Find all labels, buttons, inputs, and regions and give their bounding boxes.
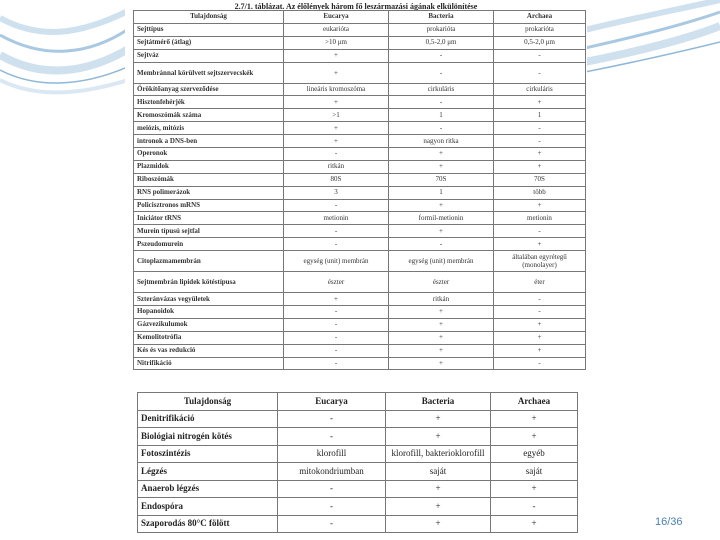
- bacteria-cell: cirkuláris: [389, 83, 494, 96]
- comparison-table-1: [133, 10, 586, 370]
- bacteria-cell: +: [386, 428, 491, 446]
- property-cell: Policisztronos mRNS: [134, 199, 284, 212]
- bacteria-cell: -: [389, 62, 494, 83]
- eucarya-cell: lineáris kromoszóma: [284, 83, 389, 96]
- archaea-cell: saját: [491, 463, 578, 481]
- table-row: [134, 344, 586, 357]
- header-archaea: Archaea: [494, 11, 586, 24]
- archaea-cell: metionin: [494, 212, 586, 225]
- table-row: [134, 357, 586, 370]
- table-row: [134, 160, 586, 173]
- table-row: [138, 428, 578, 446]
- bacteria-cell: formil-metionin: [389, 212, 494, 225]
- archaea-cell: 1: [494, 109, 586, 122]
- archaea-cell: +: [494, 238, 586, 251]
- comparison-table-2: [137, 392, 578, 533]
- bacteria-cell: +: [389, 199, 494, 212]
- property-cell: Szaporodás 80°C fölött: [138, 515, 278, 533]
- table-row: [134, 23, 586, 36]
- bacteria-cell: 0,5-2,0 μm: [389, 36, 494, 49]
- eucarya-cell: -: [284, 331, 389, 344]
- eucarya-cell: -: [284, 306, 389, 319]
- eucarya-cell: +: [284, 49, 389, 62]
- eucarya-cell: >10 μm: [284, 36, 389, 49]
- property-cell: Szteránvázas vegyületek: [134, 293, 284, 306]
- table-row: [134, 199, 586, 212]
- table-row: [134, 293, 586, 306]
- property-cell: Sejtváz: [134, 49, 284, 62]
- property-cell: Biológiai nitrogén kötés: [138, 428, 278, 446]
- eucarya-cell: +: [284, 293, 389, 306]
- property-cell: intronok a DNS-ben: [134, 135, 284, 148]
- bacteria-cell: +: [389, 160, 494, 173]
- eucarya-cell: +: [284, 135, 389, 148]
- table2-body: [138, 410, 578, 533]
- header-bacteria: Bacteria: [386, 393, 491, 411]
- property-cell: Iniciátor tRNS: [134, 212, 284, 225]
- eucarya-cell: észter: [284, 272, 389, 293]
- bacteria-cell: +: [389, 306, 494, 319]
- archaea-cell: +: [494, 199, 586, 212]
- archaea-cell: -: [494, 357, 586, 370]
- table-row: [134, 318, 586, 331]
- archaea-cell: -: [494, 49, 586, 62]
- property-cell: Denitrifikáció: [138, 410, 278, 428]
- eucarya-cell: -: [278, 410, 386, 428]
- table-row: [134, 36, 586, 49]
- table-row: [134, 186, 586, 199]
- bacteria-cell: prokarióta: [389, 23, 494, 36]
- eucarya-cell: -: [278, 498, 386, 516]
- archaea-cell: +: [494, 148, 586, 161]
- archaea-cell: 0,5-2,0 μm: [494, 36, 586, 49]
- table1-body: [134, 23, 586, 370]
- bacteria-cell: +: [389, 318, 494, 331]
- header-property: Tulajdonság: [134, 11, 284, 24]
- property-cell: meiózis, mitózis: [134, 122, 284, 135]
- bacteria-cell: saját: [386, 463, 491, 481]
- archaea-cell: egyéb: [491, 445, 578, 463]
- header-archaea: Archaea: [491, 393, 578, 411]
- eucarya-cell: +: [284, 96, 389, 109]
- table-row: [134, 212, 586, 225]
- bacteria-cell: nagyon ritka: [389, 135, 494, 148]
- header-bacteria: Bacteria: [389, 11, 494, 24]
- archaea-cell: -: [494, 293, 586, 306]
- property-cell: Sejtátmérő (átlag): [134, 36, 284, 49]
- archaea-cell: éter: [494, 272, 586, 293]
- archaea-cell: -: [491, 498, 578, 516]
- eucarya-cell: -: [278, 480, 386, 498]
- decorative-swoosh-right: [585, 0, 720, 120]
- table-row: [138, 515, 578, 533]
- table-row: [134, 272, 586, 293]
- table-row: [134, 306, 586, 319]
- bacteria-cell: klorofill, bakterioklorofill: [386, 445, 491, 463]
- property-cell: Örökítőanyag szerveződése: [134, 83, 284, 96]
- eucarya-cell: ritkán: [284, 160, 389, 173]
- property-cell: Kromoszómák száma: [134, 109, 284, 122]
- bacteria-cell: +: [389, 344, 494, 357]
- bacteria-cell: ritkán: [389, 293, 494, 306]
- table-row: [134, 331, 586, 344]
- header-eucarya: Eucarya: [278, 393, 386, 411]
- table-row: [138, 463, 578, 481]
- header-eucarya: Eucarya: [284, 11, 389, 24]
- table-row: [138, 410, 578, 428]
- eucarya-cell: -: [284, 357, 389, 370]
- property-cell: Légzés: [138, 463, 278, 481]
- table-row: [134, 62, 586, 83]
- eucarya-cell: -: [284, 225, 389, 238]
- eucarya-cell: -: [284, 318, 389, 331]
- archaea-cell: +: [494, 318, 586, 331]
- archaea-cell: prokarióta: [494, 23, 586, 36]
- eucarya-cell: -: [284, 148, 389, 161]
- table-row: [134, 49, 586, 62]
- property-cell: Kemolitotrófia: [134, 331, 284, 344]
- archaea-cell: +: [494, 160, 586, 173]
- property-cell: Anaerob légzés: [138, 480, 278, 498]
- archaea-cell: -: [494, 62, 586, 83]
- table-row: [134, 148, 586, 161]
- page-number: 16/36: [655, 516, 683, 528]
- property-cell: Riboszómák: [134, 173, 284, 186]
- bacteria-cell: -: [389, 49, 494, 62]
- eucarya-cell: eukarióta: [284, 23, 389, 36]
- bacteria-cell: -: [389, 96, 494, 109]
- property-cell: Pszeudomurein: [134, 238, 284, 251]
- bacteria-cell: +: [386, 480, 491, 498]
- table-row: [138, 498, 578, 516]
- table-row: [134, 83, 586, 96]
- table-row: [134, 96, 586, 109]
- eucarya-cell: metionin: [284, 212, 389, 225]
- eucarya-cell: -: [284, 199, 389, 212]
- bacteria-cell: egység (unit) membrán: [389, 251, 494, 272]
- property-cell: Murein típusú sejtfal: [134, 225, 284, 238]
- table-row: [134, 173, 586, 186]
- table-image-1: [125, 0, 587, 378]
- property-cell: Plazmidok: [134, 160, 284, 173]
- bacteria-cell: -: [389, 238, 494, 251]
- property-cell: Kés és vas redukció: [134, 344, 284, 357]
- property-cell: RNS polimerázok: [134, 186, 284, 199]
- property-cell: Citoplazmamembrán: [134, 251, 284, 272]
- eucarya-cell: +: [284, 122, 389, 135]
- eucarya-cell: 80S: [284, 173, 389, 186]
- archaea-cell: általában egyrétegű (monolayer): [494, 251, 586, 272]
- property-cell: Gázvezikulumok: [134, 318, 284, 331]
- property-cell: Operonok: [134, 148, 284, 161]
- property-cell: Hopanoidok: [134, 306, 284, 319]
- property-cell: Membránnal körülvett sejtszervecskék: [134, 62, 284, 83]
- eucarya-cell: +: [284, 62, 389, 83]
- bacteria-cell: észter: [389, 272, 494, 293]
- table-image-2: [135, 390, 577, 535]
- property-cell: Sejtmembrán lipidek kötéstípusa: [134, 272, 284, 293]
- decorative-swoosh-left: [0, 0, 130, 120]
- table-row: [138, 480, 578, 498]
- table-row: [134, 135, 586, 148]
- eucarya-cell: 3: [284, 186, 389, 199]
- archaea-cell: -: [494, 135, 586, 148]
- archaea-cell: -: [494, 225, 586, 238]
- bacteria-cell: +: [389, 148, 494, 161]
- property-cell: Endospóra: [138, 498, 278, 516]
- bacteria-cell: +: [389, 225, 494, 238]
- archaea-cell: -: [494, 122, 586, 135]
- bacteria-cell: 1: [389, 109, 494, 122]
- archaea-cell: +: [491, 428, 578, 446]
- bacteria-cell: +: [386, 515, 491, 533]
- table-row: [134, 238, 586, 251]
- archaea-cell: +: [494, 96, 586, 109]
- bacteria-cell: +: [386, 498, 491, 516]
- eucarya-cell: mitokondriumban: [278, 463, 386, 481]
- property-cell: Hisztonfehérjék: [134, 96, 284, 109]
- property-cell: Fotoszintézis: [138, 445, 278, 463]
- archaea-cell: +: [494, 331, 586, 344]
- bacteria-cell: +: [389, 331, 494, 344]
- eucarya-cell: >1: [284, 109, 389, 122]
- eucarya-cell: egység (unit) membrán: [284, 251, 389, 272]
- archaea-cell: -: [494, 306, 586, 319]
- archaea-cell: 70S: [494, 173, 586, 186]
- archaea-cell: +: [494, 344, 586, 357]
- eucarya-cell: -: [278, 515, 386, 533]
- table-row: [134, 251, 586, 272]
- bacteria-cell: 70S: [389, 173, 494, 186]
- table-row: [138, 445, 578, 463]
- table-row: [134, 122, 586, 135]
- bacteria-cell: +: [386, 410, 491, 428]
- archaea-cell: +: [491, 410, 578, 428]
- bacteria-cell: 1: [389, 186, 494, 199]
- eucarya-cell: klorofill: [278, 445, 386, 463]
- bacteria-cell: +: [389, 357, 494, 370]
- table-row: [134, 109, 586, 122]
- table-row: [134, 225, 586, 238]
- property-cell: Sejttípus: [134, 23, 284, 36]
- bacteria-cell: -: [389, 122, 494, 135]
- archaea-cell: +: [491, 480, 578, 498]
- header-property: Tulajdonság: [138, 393, 278, 411]
- property-cell: Nitrifikáció: [134, 357, 284, 370]
- eucarya-cell: -: [284, 238, 389, 251]
- eucarya-cell: -: [278, 428, 386, 446]
- eucarya-cell: -: [284, 344, 389, 357]
- table-title: 2.7/1. táblázat. Az élőlények három fő leszármazási ágának elkülönítése: [234, 2, 478, 11]
- archaea-cell: cirkuláris: [494, 83, 586, 96]
- archaea-cell: több: [494, 186, 586, 199]
- archaea-cell: +: [491, 515, 578, 533]
